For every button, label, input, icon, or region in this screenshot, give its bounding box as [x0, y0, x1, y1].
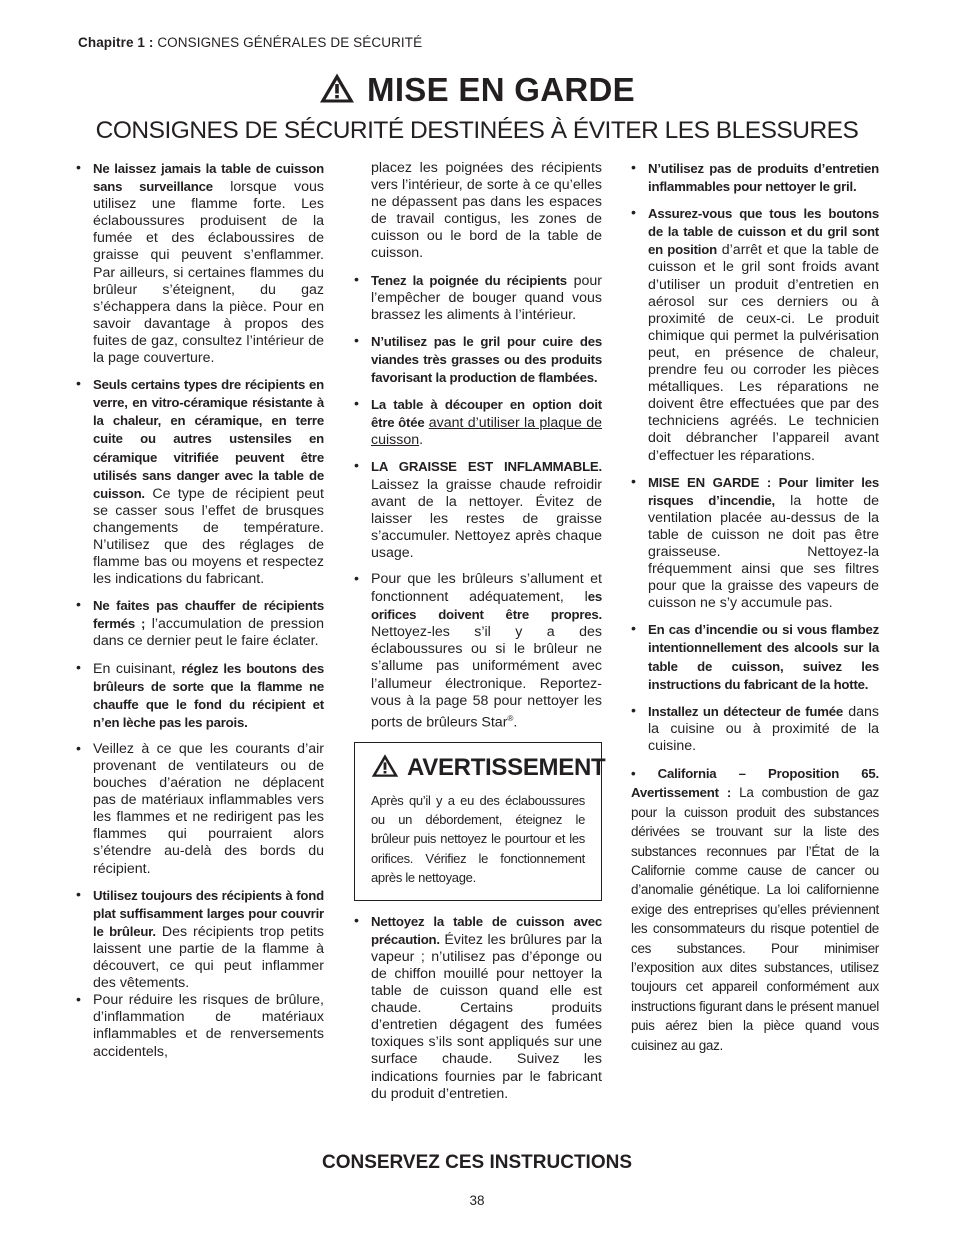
list-item: • Veillez à ce que les courants d’air provenant de ventilateurs ou de bouches d’aération ne déplacent pas de matériaux inflammables vers les flammes et ne redirigent pas les flammes qui pourraient alors s’étendre au-delà des bords du récipient.: [76, 740, 324, 877]
bullet: •: [354, 271, 359, 288]
list-item: • Utilisez toujours des récipients à fond plat suffisamment larges pour couvrir le brûleur. Des récipients trop petits laissent une partie de la flamme à découvert, ce qui peut inflammer des vêtements.: [76, 886, 325, 992]
warning-box-body: Après qu’il y a eu des éclaboussures ou un débordement, éteignez le brûleur puis nettoyez le pourtour et les orifices. Vérifiez le fonctionnement après le nettoyage.: [371, 792, 585, 886]
column-3: [631, 160, 879, 1055]
list-item: • LA GRAISSE EST INFLAMMABLE. Laissez la graisse chaude refroidir avant de la nettoyer. Évitez de laisser les restes de graisse s’accumuler. Nettoyez après chaque usage.: [354, 458, 602, 561]
chapter-label: Chapitre 1 :: [78, 35, 154, 50]
list-item: • Ne faites pas chauffer de récipients fermés ; l’accumulation de pression dans ce dernier peut le faire éclater.: [76, 597, 324, 650]
column-2: [354, 160, 606, 1112]
bullet: •: [354, 912, 359, 929]
page-subtitle: CONSIGNES DE SÉCURITÉ DESTINÉES À ÉVITER LES BLESSURES: [95, 117, 859, 144]
list-item: • Seuls certains types dre récipients en verre, en vitro-céramique résistante à la chaleur, en céramique, en terre cuite ou autres ustensiles en céramique vitrifiée peuvent être utilisés sans danger avec la table de cuisson. Ce type de récipient peut se casser sous l’effet de brusques changements de température. N’utilisez que des réglages de flamme bas ou moyens et respectez les indications du fabricant.: [76, 376, 324, 588]
list-item: • Installez un détecteur de fumée dans la cuisine ou à proximité de la cuisine.: [631, 702, 879, 754]
bullet: •: [354, 332, 359, 349]
chapter-header: [78, 35, 422, 50]
chapter-title: CONSIGNES GÉNÉRALES DE SÉCURITÉ: [157, 35, 423, 50]
bullet: •: [76, 992, 81, 1009]
list-item: • N’utilisez pas le gril pour cuire des viandes très grasses ou des produits favorisant la production de flambées.: [354, 332, 602, 386]
bullet: •: [76, 597, 81, 614]
page-title: [0, 68, 954, 112]
list-item: • Assurez-vous que tous les boutons de la table de cuisson et du gril sont en position d’arrêt et que la table de cuisson et le gril sont froids avant d’utiliser un produit d’entretien en aérosol sur ces derniers ou à proximité de ceux-ci. Le produit chimique qui permet la pulvérisation peut, en présence de chaleur, prendre feu ou corroder les pièces métalliques. Les réparations ne doivent être effectuées que par des techniciens agréés. Le technicien doit débrancher l’appareil avant d’effectuer les réparations.: [631, 205, 879, 464]
conserve-instructions: CONSERVEZ CES INSTRUCTIONS: [321, 1152, 633, 1173]
column-1: [76, 160, 324, 1070]
list-item: • N’utilisez pas de produits d’entretien inflammables pour nettoyer le gril.: [631, 160, 879, 195]
bullet: •: [631, 621, 636, 638]
list-item: • Nettoyez la table de cuisson avec précaution. Évitez les brûlures par la vapeur ; n’utilisez pas d’éponge ou de chiffon mouillé pour nettoyer la table de cuisson quand elle est chaude. Certains produits d’entretien dégagent des fumées toxiques s’ils sont appliqués sur une surface chaude. Suivez les indications fournies par le fabricant du produit d’entretien.: [354, 912, 602, 1102]
warning-box-title: AVERTISSEMENT: [407, 754, 606, 782]
warning-triangle-icon: [371, 753, 399, 783]
warning-box: [354, 742, 606, 901]
bullet: •: [631, 473, 636, 490]
bullet: •: [76, 376, 81, 393]
list-item-continuation: placez les poignées des récipients vers l’intérieur, de sorte à ce qu’elles ne dépassent pas dans les espaces de travail contigus, les zones de cuisson ou le bord de la table de cuisson.: [371, 160, 602, 262]
bullet: •: [354, 396, 359, 413]
bullet: •: [76, 740, 81, 757]
page-number: 38: [469, 1193, 485, 1208]
list-item: • Ne laissez jamais la table de cuisson sans surveillance lorsque vous utilisez une flamme forte. Les éclaboussures produisent de la fumée et des éclaboussires de graisse qui peuvent s’enflammer. Par ailleurs, si certaines flammes du brûleur s’éteignent, du gaz s’échappera dans la pièce. Pour en savoir davantage à propos des fuites de gaz, consultez l’intérieur de la page couverture.: [76, 160, 325, 367]
bullet: •: [76, 160, 81, 176]
bullet: •: [631, 205, 636, 222]
list-item: • Pour réduire les risques de brûlure, d’inflammation de matériaux inflammables et de renversements accidentels,: [76, 992, 324, 1060]
bullet: •: [76, 886, 81, 903]
list-item: • MISE EN GARDE : Pour limiter les risques d’incendie, la hotte de ventilation placée au-dessus de la table de cuisson ne doit pas être graisseuse. Nettoyez-la fréquemment ainsi que ses filtres pour que la graisse des vapeurs de cuisson ne s’y accumule pas.: [631, 473, 879, 612]
bullet: •: [354, 570, 359, 587]
bullet: •: [631, 160, 636, 176]
bullet: •: [631, 702, 636, 719]
list-item: • Pour que les brûleurs s’allument et fonctionnent adéquatement, les orifices doivent être propres. Nettoyez-les s’il y a des éclaboussures ou si le brûleur ne s’allume pas uniformément avec l’allumeur électronique. Reportez-vous à la page 58 pour nettoyer les ports de brûleurs Star®.: [354, 570, 602, 731]
list-item: • La table à découper en option doit être ôtée avant d’utiliser la plaque de cuisson.: [354, 396, 602, 449]
prop65-notice: • California – Proposition 65. Avertissement : La combustion de gaz pour la cuisson produit des substances dérivées se trouvant sur la liste des substances reconnues par l’État de la Californie comme cause de cancer ou d’anomalie génétique. La loi californienne exige des entreprises qu’elles préviennent les consommateurs du risque potentiel de ces substances. Pour minimiser l’exposition aux dites substances, utilisez toujours cet appareil conformément aux instructions figurant dans le présent manuel puis aérez bien la pièce quand vous cuisinez au gaz.: [631, 766, 879, 1053]
list-item: • En cuisinant, réglez les boutons des brûleurs de sorte que la flamme ne chauffe que le fond du récipient et n’en lèche pas les parois.: [76, 659, 324, 730]
warning-box-header: [371, 753, 606, 783]
list-item: • En cas d’incendie ou si vous flambez intentionnellement des alcools sur la table de cuisson, suivez les instructions du fabricant de la hotte.: [631, 621, 879, 692]
bullet: •: [76, 659, 81, 676]
list-item: • Tenez la poignée du récipients pour l’empêcher de bouger quand vous brassez les aliments à l’intérieur.: [354, 271, 603, 323]
bullet: •: [354, 458, 359, 475]
warning-triangle-icon: [319, 72, 355, 109]
title-text: MISE EN GARDE: [367, 71, 635, 108]
